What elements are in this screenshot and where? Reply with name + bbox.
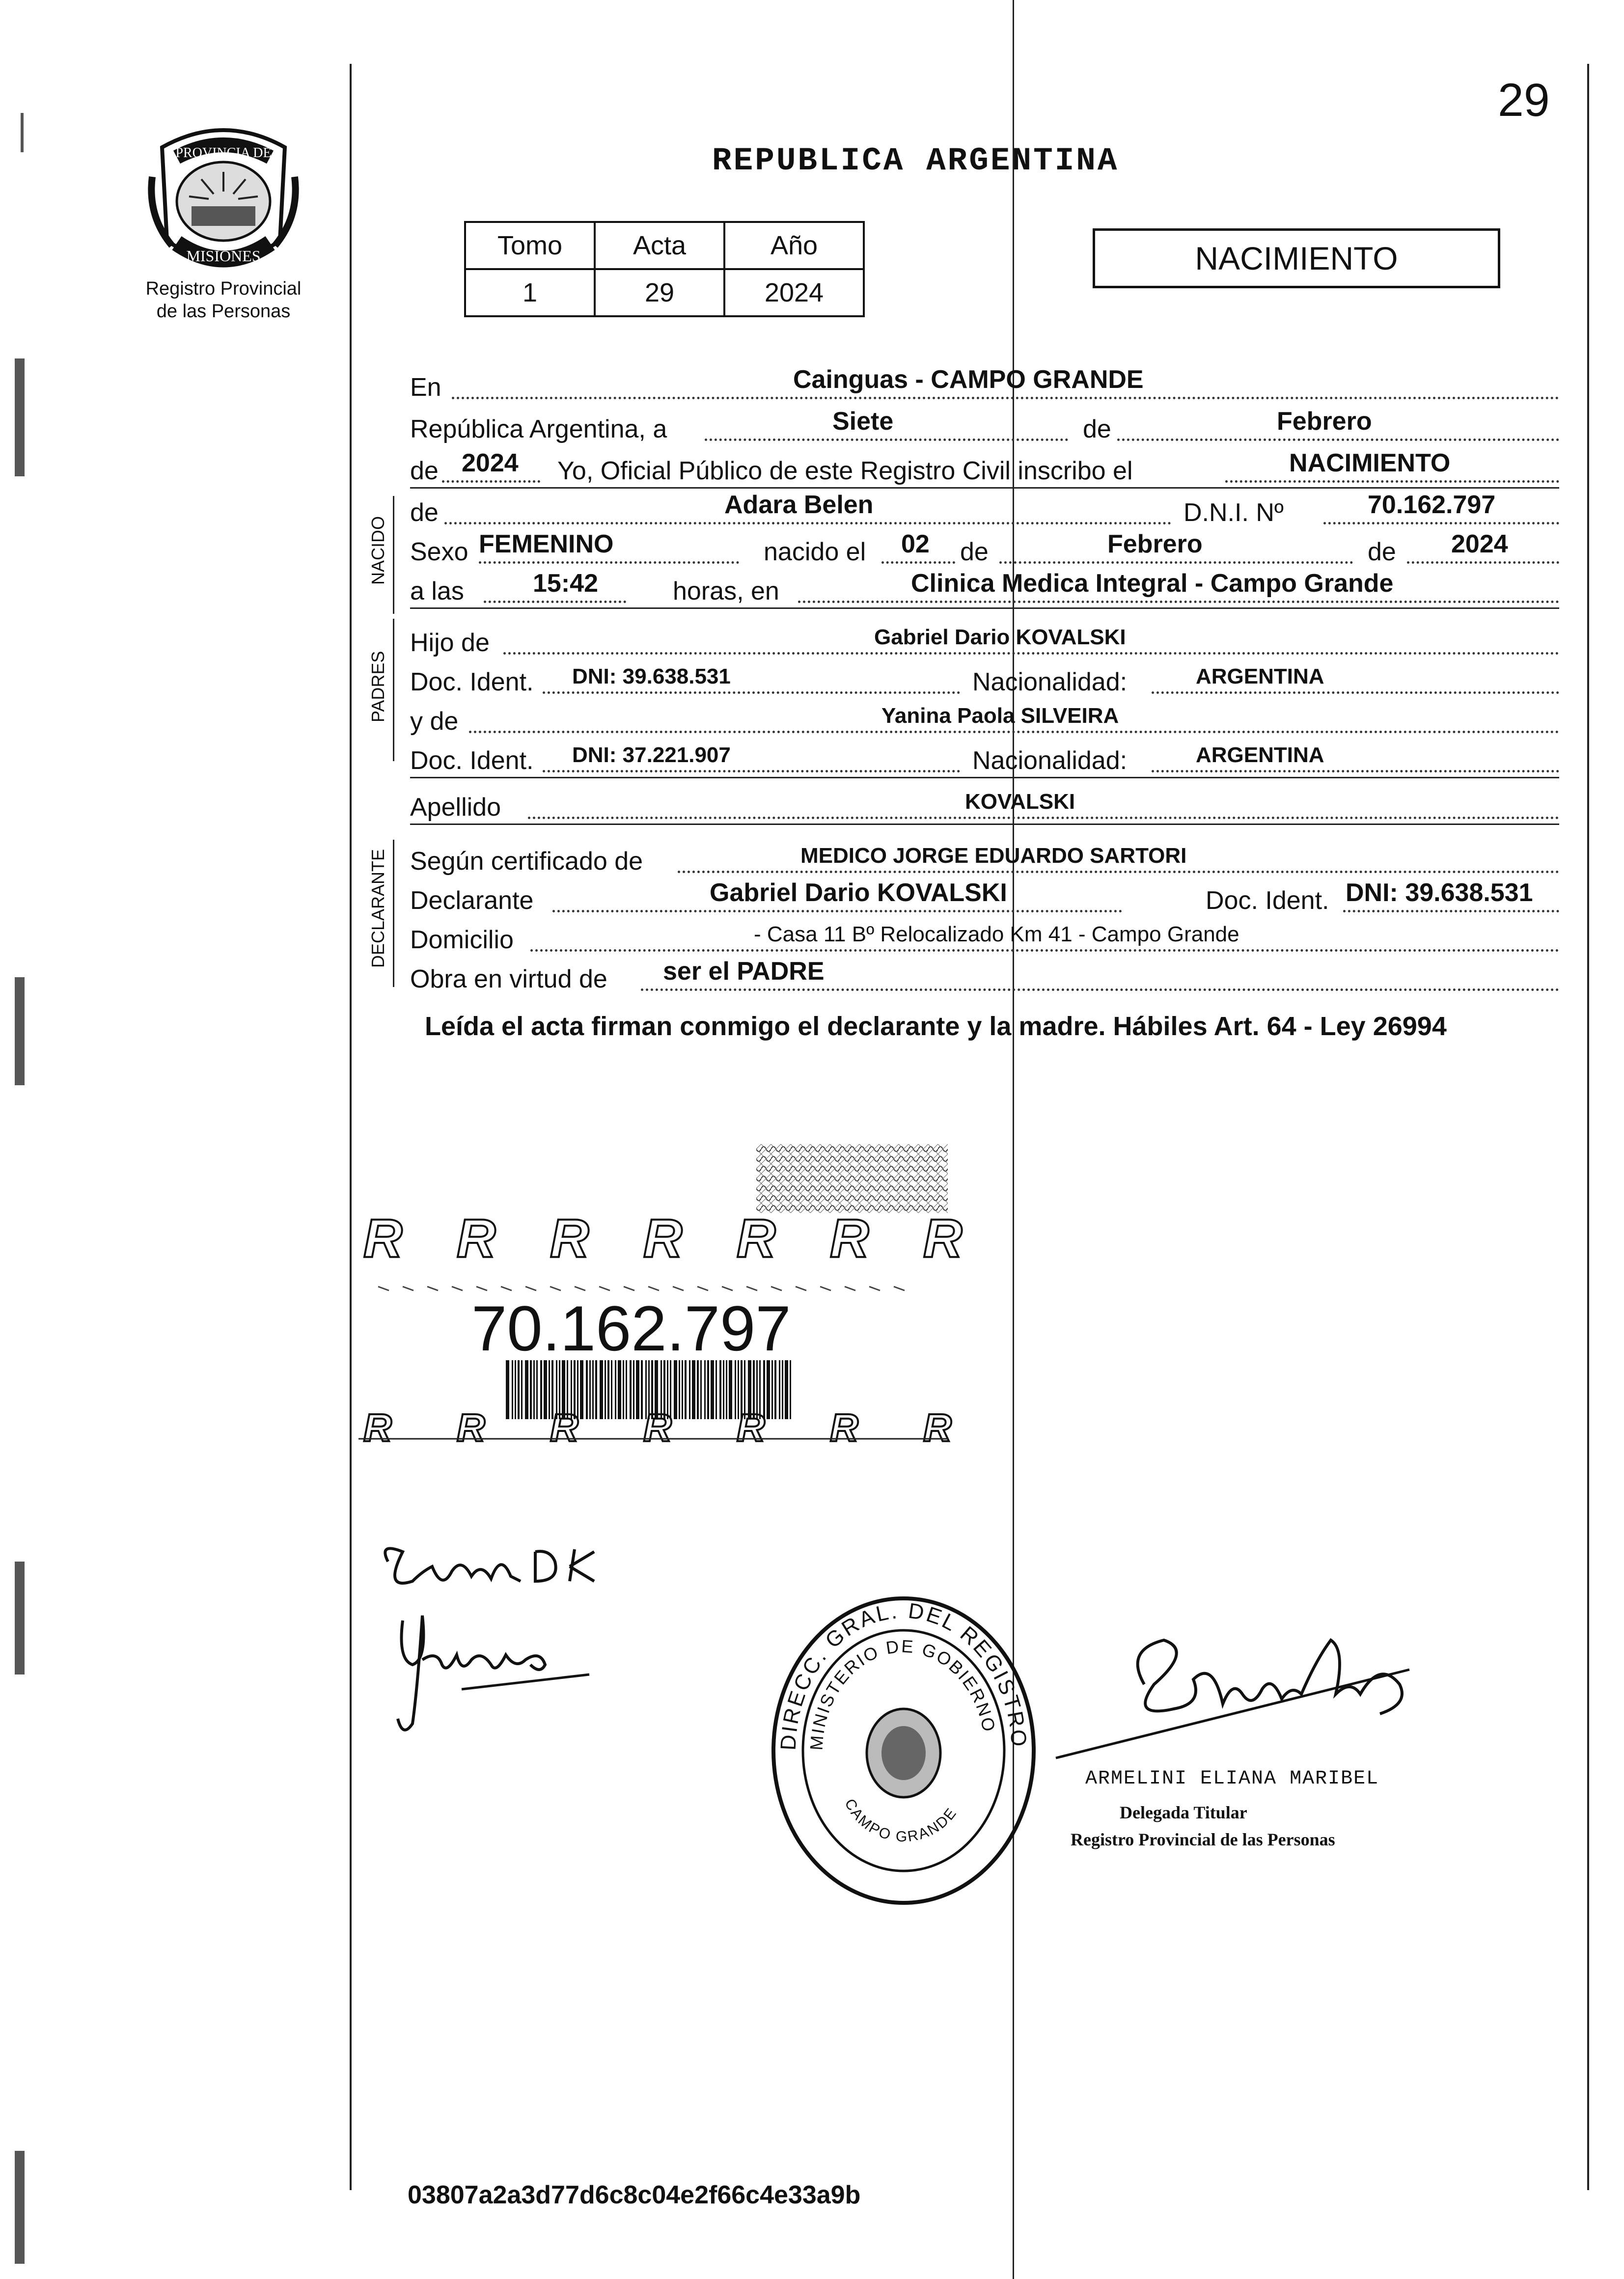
value-birth-day: 02 [901, 530, 930, 558]
label-y-de: y de [410, 707, 459, 736]
dotted-line [543, 691, 960, 694]
form-row-obra [410, 958, 1559, 997]
label-a-las: a las [410, 577, 464, 605]
dotted-line [444, 522, 1171, 524]
label-sexo: Sexo [410, 538, 468, 566]
label-birth-de: de [960, 538, 989, 566]
watermark-r-glyph: R [923, 1208, 963, 1269]
tomo-value: 1 [465, 269, 595, 316]
padres-section-bar [393, 619, 394, 761]
svg-text:CAMPO GRANDE: CAMPO GRANDE [841, 1796, 961, 1845]
dotted-line [1225, 480, 1559, 483]
dotted-line [1117, 439, 1559, 441]
watermark-r-glyph: R [457, 1208, 496, 1269]
value-father-doc: DNI: 39.638.531 [572, 664, 731, 688]
ano-value: 2024 [724, 269, 864, 316]
label-inscribo: Yo, Oficial Público de este Registro Civil inscribo el [557, 457, 1133, 485]
official-role: Delegada Titular [1120, 1803, 1247, 1822]
label-domicilio: Domicilio [410, 926, 514, 954]
official-name: ARMELINI ELIANA MARIBEL [1085, 1768, 1379, 1790]
form-row-child-name [410, 491, 1559, 530]
dotted-line [543, 770, 960, 772]
value-child-dni: 70.162.797 [1368, 491, 1496, 519]
scan-artifact [15, 2151, 25, 2264]
official-seal-stamp [766, 1591, 1041, 1910]
dotted-line [1343, 910, 1559, 912]
dotted-line [999, 561, 1353, 564]
watermark-r-glyph: R [737, 1406, 765, 1450]
document-hash: 03807a2a3d77d6c8c04e2f66c4e33a9b [408, 2181, 861, 2209]
label-declarante: Declarante [410, 886, 534, 915]
dotted-line [528, 817, 1559, 819]
form-row-mother-doc [410, 739, 1559, 778]
scan-artifact [15, 358, 25, 476]
watermark-r-glyph: R [550, 1208, 589, 1269]
value-birth-month: Febrero [1107, 530, 1203, 558]
form-row-inscription [410, 449, 1559, 489]
value-mother-doc: DNI: 37.221.907 [572, 743, 731, 767]
nacido-section-label: NACIDO [368, 516, 388, 585]
dotted-line [552, 910, 1122, 912]
page-number: 29 [1498, 74, 1550, 126]
scan-artifact [21, 113, 24, 152]
dotted-line [1407, 561, 1559, 564]
declarante-section-bar [393, 840, 394, 987]
value-father: Gabriel Dario KOVALSKI [874, 625, 1126, 649]
label-father-nationality: Nacionalidad: [972, 668, 1128, 696]
dotted-line [705, 439, 1068, 441]
watermark-r-row-bottom [363, 1406, 952, 1450]
form-row-time-place [410, 570, 1559, 609]
label-horas: horas, en [673, 577, 779, 605]
watermark-r-glyph: R [550, 1406, 578, 1450]
svg-text:PROVINCIA DE: PROVINCIA DE [175, 145, 272, 161]
value-mother: Yanina Paola SILVEIRA [881, 704, 1119, 728]
value-sexo: FEMENINO [479, 530, 614, 558]
form-row-place [410, 366, 1559, 405]
dotted-line [503, 652, 1559, 655]
label-hijo-de: Hijo de [410, 629, 490, 657]
padres-section-label: PADRES [368, 651, 388, 722]
value-certificate: MEDICO JORGE EDUARDO SARTORI [800, 844, 1187, 868]
label-mother-doc: Doc. Ident. [410, 746, 534, 775]
form-row-date [410, 408, 1559, 447]
dash-row [378, 1287, 905, 1291]
barcode-number: 70.162.797 [471, 1292, 791, 1364]
label-declarante-doc: Doc. Ident. [1206, 886, 1329, 915]
section-divider [410, 607, 1559, 609]
dotted-line [1152, 770, 1559, 772]
guilloche-pattern [756, 1144, 948, 1213]
watermark-r-glyph: R [830, 1208, 869, 1269]
act-type-box: NACIMIENTO [1093, 228, 1500, 288]
svg-text:MINISTERIO DE GOBIERNO: MINISTERIO DE GOBIERNO [806, 1636, 1000, 1751]
label-birth-de-year: de [1368, 538, 1396, 566]
scan-artifact [15, 1562, 25, 1675]
label-de: de [1083, 415, 1111, 443]
provincia-de-misiones-emblem-icon [142, 118, 304, 285]
official-office: Registro Provincial de las Personas [1071, 1830, 1335, 1849]
value-birth-year: 2024 [1451, 530, 1508, 558]
mother-signature [383, 1601, 609, 1751]
dotted-line [798, 601, 1559, 603]
declarant-signature [373, 1532, 629, 1608]
dotted-line [641, 988, 1559, 991]
watermark-r-glyph: R [643, 1208, 683, 1269]
dotted-line [484, 601, 626, 603]
label-obra: Obra en virtud de [410, 965, 607, 993]
dotted-line [479, 561, 739, 564]
org-name-line2: de las Personas [156, 301, 291, 322]
watermark-r-glyph: R [363, 1208, 403, 1269]
value-act-word: NACIMIENTO [1289, 449, 1451, 477]
nacido-section-bar [393, 496, 394, 614]
value-father-nationality: ARGENTINA [1196, 664, 1324, 688]
dotted-line [678, 871, 1559, 873]
acta-value: 29 [595, 269, 724, 316]
form-row-declarante [410, 879, 1559, 918]
value-place: Cainguas - CAMPO GRANDE [793, 365, 1144, 394]
value-declarante: Gabriel Dario KOVALSKI [710, 879, 1007, 907]
watermark-r-glyph: R [830, 1406, 858, 1450]
label-mother-nationality: Nacionalidad: [972, 746, 1128, 775]
form-row-sex-birth [410, 530, 1559, 570]
dotted-line [530, 949, 1559, 952]
org-name [123, 277, 324, 323]
section-divider [410, 777, 1559, 778]
value-apellido: KOVALSKI [965, 790, 1075, 814]
value-time: 15:42 [533, 569, 598, 598]
watermark-r-glyph: R [923, 1406, 952, 1450]
svg-text:MISIONES: MISIONES [186, 247, 261, 265]
value-declarante-doc: DNI: 39.638.531 [1346, 879, 1533, 907]
table-header-tomo: Tomo [465, 222, 595, 269]
label-nacido-el: nacido el [764, 538, 866, 566]
form-row-domicilio [410, 918, 1559, 958]
value-day-word: Siete [832, 407, 894, 436]
value-mother-nationality: ARGENTINA [1196, 743, 1324, 767]
value-obra: ser el PADRE [663, 957, 825, 986]
label-republica: República Argentina, a [410, 415, 667, 443]
watermark-r-glyph: R [363, 1406, 392, 1450]
label-apellido: Apellido [410, 793, 501, 822]
declarante-section-label: DECLARANTE [368, 849, 388, 968]
form-row-father [410, 621, 1559, 660]
value-child-name: Adara Belen [724, 491, 874, 519]
form-row-mother [410, 700, 1559, 739]
value-month: Febrero [1277, 407, 1372, 436]
label-certificado: Según certificado de [410, 847, 643, 876]
form-row-father-doc [410, 660, 1559, 700]
dotted-line [442, 480, 540, 483]
svg-text:DIRECC. GRAL. DEL REGISTRO PRO: DIRECC. GRAL. DEL REGISTRO [776, 1598, 1031, 1751]
value-year: 2024 [462, 449, 519, 477]
value-birth-place: Clinica Medica Integral - Campo Grande [911, 569, 1394, 598]
value-domicilio: - Casa 11 Bº Relocalizado Km 41 - Campo Grande [754, 922, 1239, 946]
watermark-r-glyph: R [643, 1406, 672, 1450]
watermark-r-row-top [363, 1208, 962, 1269]
section-divider [410, 487, 1559, 489]
table-header-ano: Año [724, 222, 864, 269]
dotted-line [1152, 691, 1559, 694]
label-child-de: de [410, 498, 439, 527]
left-margin-line [350, 64, 352, 2190]
dotted-line [881, 561, 955, 564]
watermark-r-glyph: R [737, 1208, 776, 1269]
form-row-apellido [410, 786, 1559, 825]
section-divider [410, 824, 1559, 825]
center-fold-line [1013, 0, 1014, 2279]
right-margin-line [1587, 64, 1589, 2190]
dotted-line [469, 731, 1559, 733]
label-en: En [410, 373, 441, 402]
table-header-acta: Acta [595, 222, 724, 269]
org-name-line1: Registro Provincial [145, 278, 302, 299]
label-father-doc: Doc. Ident. [410, 668, 534, 696]
country-title: REPUBLICA ARGENTINA [712, 142, 1119, 179]
form-row-certificate [410, 840, 1559, 879]
label-year-de: de [410, 457, 439, 485]
closing-statement: Leída el acta firman conmigo el declarante y la madre. Hábiles Art. 64 - Ley 26994 [425, 1012, 1447, 1041]
register-table [464, 221, 865, 317]
watermark-r-glyph: R [457, 1406, 485, 1450]
scan-artifact [15, 977, 25, 1085]
label-dni: D.N.I. Nº [1184, 498, 1284, 527]
dotted-line [452, 397, 1559, 399]
dotted-line [1323, 522, 1559, 524]
